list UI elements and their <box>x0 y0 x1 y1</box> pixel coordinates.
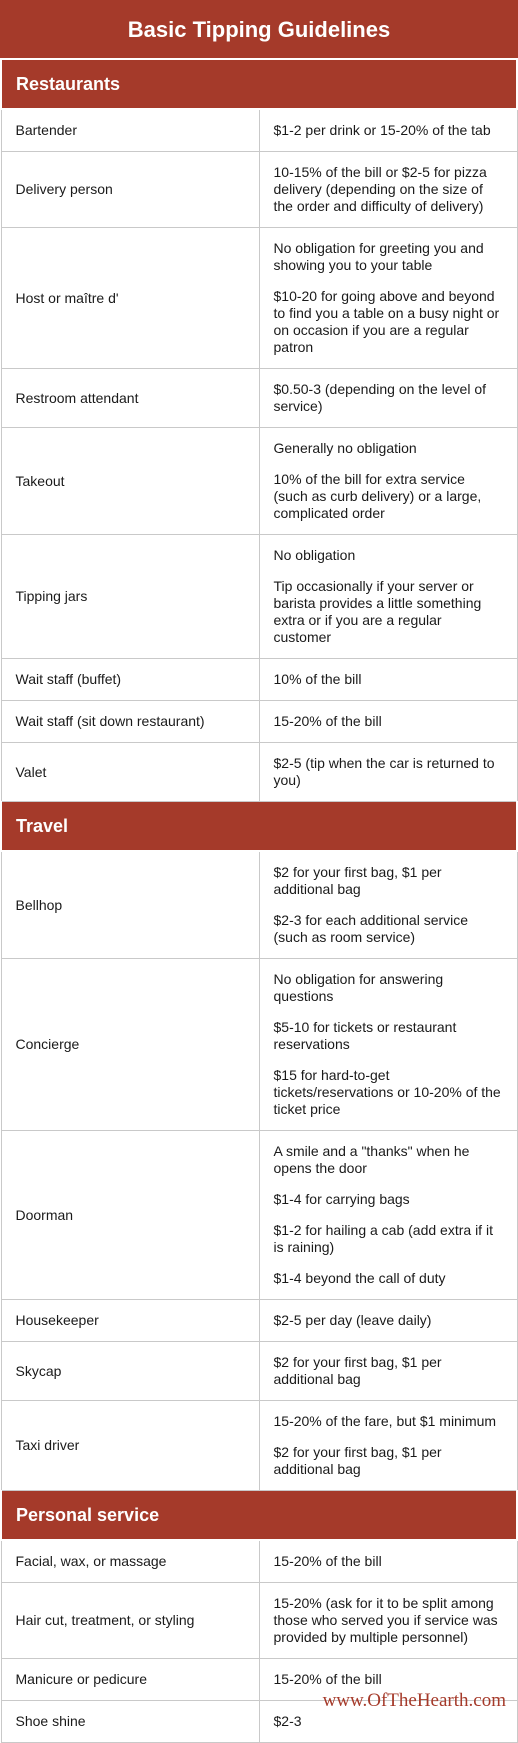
guideline-line: 15-20% of the fare, but $1 minimum <box>273 1413 497 1429</box>
tip-guideline <box>259 1300 517 1342</box>
page-title: Basic Tipping Guidelines <box>0 0 518 60</box>
guideline-line: 15-20% of the bill <box>273 1671 382 1687</box>
guideline-line: $2-3 <box>273 1713 302 1729</box>
section-title: Restaurants <box>1 60 517 109</box>
table-row <box>1 1401 517 1491</box>
guideline-line: $15 for hard-to-get tickets/reservations or 10-20% of the ticket price <box>273 1067 501 1117</box>
guideline-line: 10% of the bill <box>273 671 362 687</box>
tip-guideline <box>259 1401 517 1491</box>
guideline-line: $2-5 per day (leave daily) <box>273 1312 432 1328</box>
service-label: Facial, wax, or massage <box>1 1540 259 1583</box>
table-row <box>1 743 517 802</box>
section-header-personal-service <box>1 1491 517 1541</box>
tip-guideline <box>259 152 517 228</box>
table-row <box>1 535 517 659</box>
tip-guideline <box>259 659 517 701</box>
tip-guideline <box>259 369 517 428</box>
guideline-line: Tip occasionally if your server or barista provides a little something extra or if you are a regular customer <box>273 578 482 645</box>
service-label: Shoe shine <box>1 1701 259 1743</box>
guideline-line: $1-2 per drink or 15-20% of the tab <box>273 122 491 138</box>
guideline-line: $1-4 beyond the call of duty <box>273 1270 446 1286</box>
table-row <box>1 109 517 152</box>
section-title: Travel <box>1 802 517 852</box>
table-row <box>1 428 517 535</box>
table-row <box>1 228 517 369</box>
guideline-line: $2 for your first bag, $1 per additional bag <box>273 1444 442 1477</box>
tip-guideline <box>259 1342 517 1401</box>
service-label: Doorman <box>1 1131 259 1300</box>
guideline-line: No obligation for answering questions <box>273 971 444 1004</box>
table-row <box>1 701 517 743</box>
service-label: Hair cut, treatment, or styling <box>1 1583 259 1659</box>
tipping-table <box>0 60 518 1743</box>
service-label: Bellhop <box>1 851 259 959</box>
service-label: Taxi driver <box>1 1401 259 1491</box>
tip-guideline <box>259 228 517 369</box>
table-row <box>1 369 517 428</box>
guideline-line: 15-20% of the bill <box>273 1553 382 1569</box>
service-label: Tipping jars <box>1 535 259 659</box>
guideline-line: No obligation for greeting you and showing you to your table <box>273 240 484 273</box>
tip-guideline <box>259 535 517 659</box>
service-label: Wait staff (buffet) <box>1 659 259 701</box>
service-label: Bartender <box>1 109 259 152</box>
guideline-line: 15-20% (ask for it to be split among those who served you if service was provided by multiple personnel) <box>273 1595 498 1645</box>
table-row <box>1 1131 517 1300</box>
table-row <box>1 659 517 701</box>
guideline-line: Generally no obligation <box>273 440 417 456</box>
table-row <box>1 1342 517 1401</box>
tip-guideline <box>259 851 517 959</box>
guideline-line: $2-3 for each additional service (such as room service) <box>273 912 469 945</box>
tip-guideline <box>259 701 517 743</box>
guideline-line: $5-10 for tickets or restaurant reservations <box>273 1019 457 1052</box>
service-label: Manicure or pedicure <box>1 1659 259 1701</box>
guideline-line: $0.50-3 (depending on the level of service) <box>273 381 486 414</box>
service-label: Host or maître d' <box>1 228 259 369</box>
tip-guideline <box>259 428 517 535</box>
guideline-line: $2 for your first bag, $1 per additional bag <box>273 864 442 897</box>
service-label: Concierge <box>1 959 259 1131</box>
guideline-line: $2-5 (tip when the car is returned to you) <box>273 755 495 788</box>
guideline-line: No obligation <box>273 547 356 563</box>
guideline-line: $2 for your first bag, $1 per additional bag <box>273 1354 442 1387</box>
section-header-restaurants <box>1 60 517 109</box>
tip-guideline <box>259 743 517 802</box>
service-label: Restroom attendant <box>1 369 259 428</box>
service-label: Skycap <box>1 1342 259 1401</box>
table-row <box>1 152 517 228</box>
guideline-line: 10% of the bill for extra service (such as curb delivery) or a large, complicated order <box>273 471 482 521</box>
section-title: Personal service <box>1 1491 517 1541</box>
guideline-line: $1-2 for hailing a cab (add extra if it is raining) <box>273 1222 493 1255</box>
table-row <box>1 1540 517 1583</box>
table-row <box>1 851 517 959</box>
service-label: Housekeeper <box>1 1300 259 1342</box>
guideline-line: $10-20 for going above and beyond to find you a table on a busy night or on occasion if you are a regular patron <box>273 288 500 355</box>
guideline-line: 15-20% of the bill <box>273 713 382 729</box>
section-header-travel <box>1 802 517 852</box>
service-label: Valet <box>1 743 259 802</box>
tip-guideline <box>259 109 517 152</box>
guideline-line: A smile and a "thanks" when he opens the door <box>273 1143 470 1176</box>
table-row <box>1 959 517 1131</box>
tip-guideline <box>259 1583 517 1659</box>
brand-watermark: www.OfTheHearth.com <box>322 1690 506 1711</box>
guideline-line: 10-15% of the bill or $2-5 for pizza delivery (depending on the size of the order and difficulty of delivery) <box>273 164 487 214</box>
table-row <box>1 1583 517 1659</box>
tip-guideline <box>259 1131 517 1300</box>
service-label: Takeout <box>1 428 259 535</box>
table-row <box>1 1300 517 1342</box>
guideline-line: $1-4 for carrying bags <box>273 1191 410 1207</box>
tip-guideline <box>259 1540 517 1583</box>
service-label: Delivery person <box>1 152 259 228</box>
tip-guideline <box>259 959 517 1131</box>
service-label: Wait staff (sit down restaurant) <box>1 701 259 743</box>
